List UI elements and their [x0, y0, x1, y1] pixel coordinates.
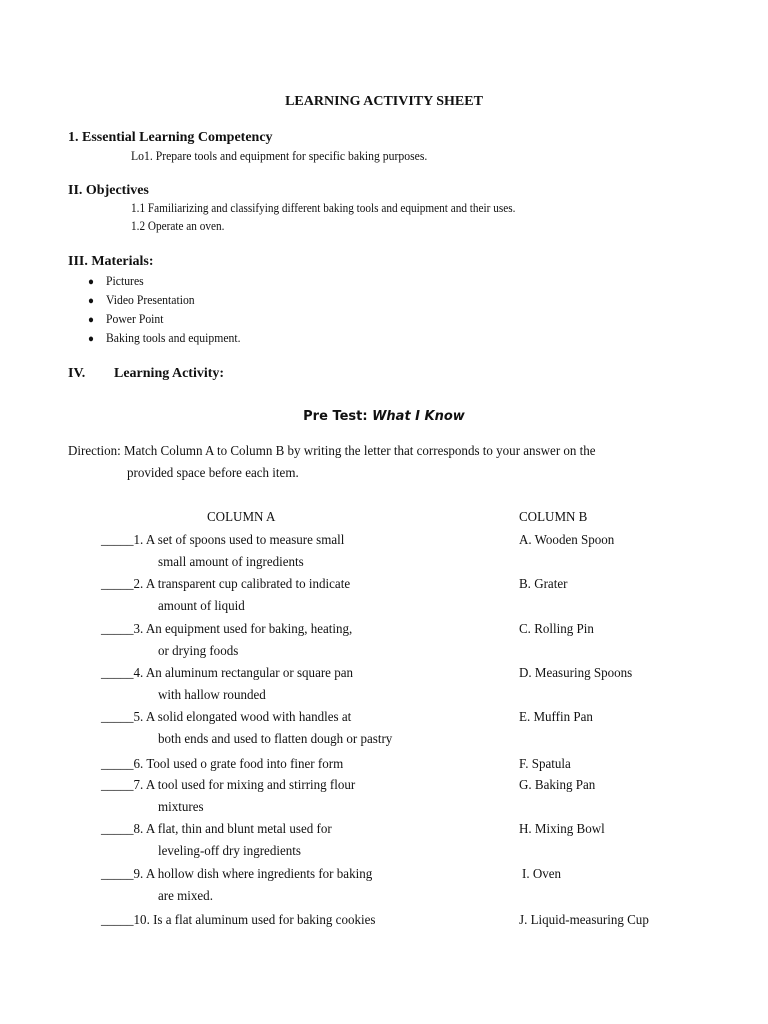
- materials-list-item: [88, 330, 241, 346]
- materials-list-item: [88, 273, 144, 289]
- pretest-title: [0, 409, 768, 424]
- column-b-item: D. Measuring Spoons: [519, 666, 633, 681]
- pretest-label: Pre Test:: [303, 409, 368, 424]
- column-a-item: _____7. A tool used for mixing and stirring flour: [101, 778, 356, 793]
- column-b-item: E. Muffin Pan: [519, 710, 593, 725]
- material-label: Pictures: [106, 273, 144, 288]
- column-a-item-continuation: small amount of ingredients: [158, 555, 304, 570]
- activity-numeral: IV.: [68, 366, 86, 381]
- material-label: Video Presentation: [106, 292, 195, 307]
- column-a-item-continuation: or drying foods: [158, 644, 239, 659]
- column-b-item: A. Wooden Spoon: [519, 533, 615, 548]
- column-a-item: _____5. A solid elongated wood with handles at: [101, 710, 352, 725]
- page-title: LEARNING ACTIVITY SHEET: [285, 94, 483, 109]
- material-label: Power Point: [106, 311, 164, 326]
- column-b-item: C. Rolling Pin: [519, 622, 594, 637]
- column-b-header: COLUMN B: [519, 510, 588, 525]
- direction-line-2: provided space before each item.: [127, 466, 299, 481]
- column-a-item-continuation: are mixed.: [158, 889, 213, 904]
- column-a-item: _____4. An aluminum rectangular or square pan: [101, 666, 354, 681]
- column-a-item: _____10. Is a flat aluminum used for baking cookies: [101, 913, 376, 928]
- column-a-item-continuation: mixtures: [158, 800, 204, 815]
- bullet-icon: ●: [88, 276, 94, 288]
- column-b-item: H. Mixing Bowl: [519, 822, 605, 837]
- pretest-subtitle: What I Know: [372, 409, 465, 424]
- column-b-item: B. Grater: [519, 577, 568, 592]
- bullet-icon: ●: [88, 295, 94, 307]
- objective-item: 1.1 Familiarizing and classifying different baking tools and equipment and their uses.: [131, 201, 516, 215]
- material-label: Baking tools and equipment.: [106, 330, 241, 345]
- column-a-item-continuation: leveling-off dry ingredients: [158, 844, 301, 859]
- column-b-item: F. Spatula: [519, 757, 571, 772]
- objectives-heading: II. Objectives: [68, 183, 149, 198]
- objective-item: 1.2 Operate an oven.: [131, 219, 225, 233]
- column-b-item: J. Liquid-measuring Cup: [519, 913, 649, 928]
- column-a-item: _____6. Tool used o grate food into finer form: [101, 757, 344, 772]
- column-a-item-continuation: amount of liquid: [158, 599, 245, 614]
- materials-heading: III. Materials:: [68, 254, 154, 269]
- materials-list-item: [88, 311, 164, 327]
- column-a-item: _____1. A set of spoons used to measure small: [101, 533, 345, 548]
- column-a-item-continuation: with hallow rounded: [158, 688, 266, 703]
- column-a-item: _____8. A flat, thin and blunt metal used for: [101, 822, 332, 837]
- competency-heading: 1. Essential Learning Competency: [68, 130, 273, 145]
- column-b-item: I. Oven: [522, 867, 562, 882]
- column-a-item: _____3. An equipment used for baking, heating,: [101, 622, 353, 637]
- bullet-icon: ●: [88, 333, 94, 345]
- activity-heading: Learning Activity:: [114, 366, 225, 381]
- column-a-item: _____2. A transparent cup calibrated to indicate: [101, 577, 351, 592]
- competency-text: Lo1. Prepare tools and equipment for specific baking purposes.: [131, 148, 428, 163]
- bullet-icon: ●: [88, 314, 94, 326]
- column-a-item-continuation: both ends and used to flatten dough or pastry: [158, 732, 393, 747]
- direction-line-1: Direction: Match Column A to Column B by writing the letter that corresponds to your answer on the: [68, 444, 596, 459]
- column-a-item: _____9. A hollow dish where ingredients for baking: [101, 867, 373, 882]
- column-b-item: G. Baking Pan: [519, 778, 596, 793]
- materials-list-item: [88, 292, 195, 308]
- column-a-header: COLUMN A: [207, 510, 276, 525]
